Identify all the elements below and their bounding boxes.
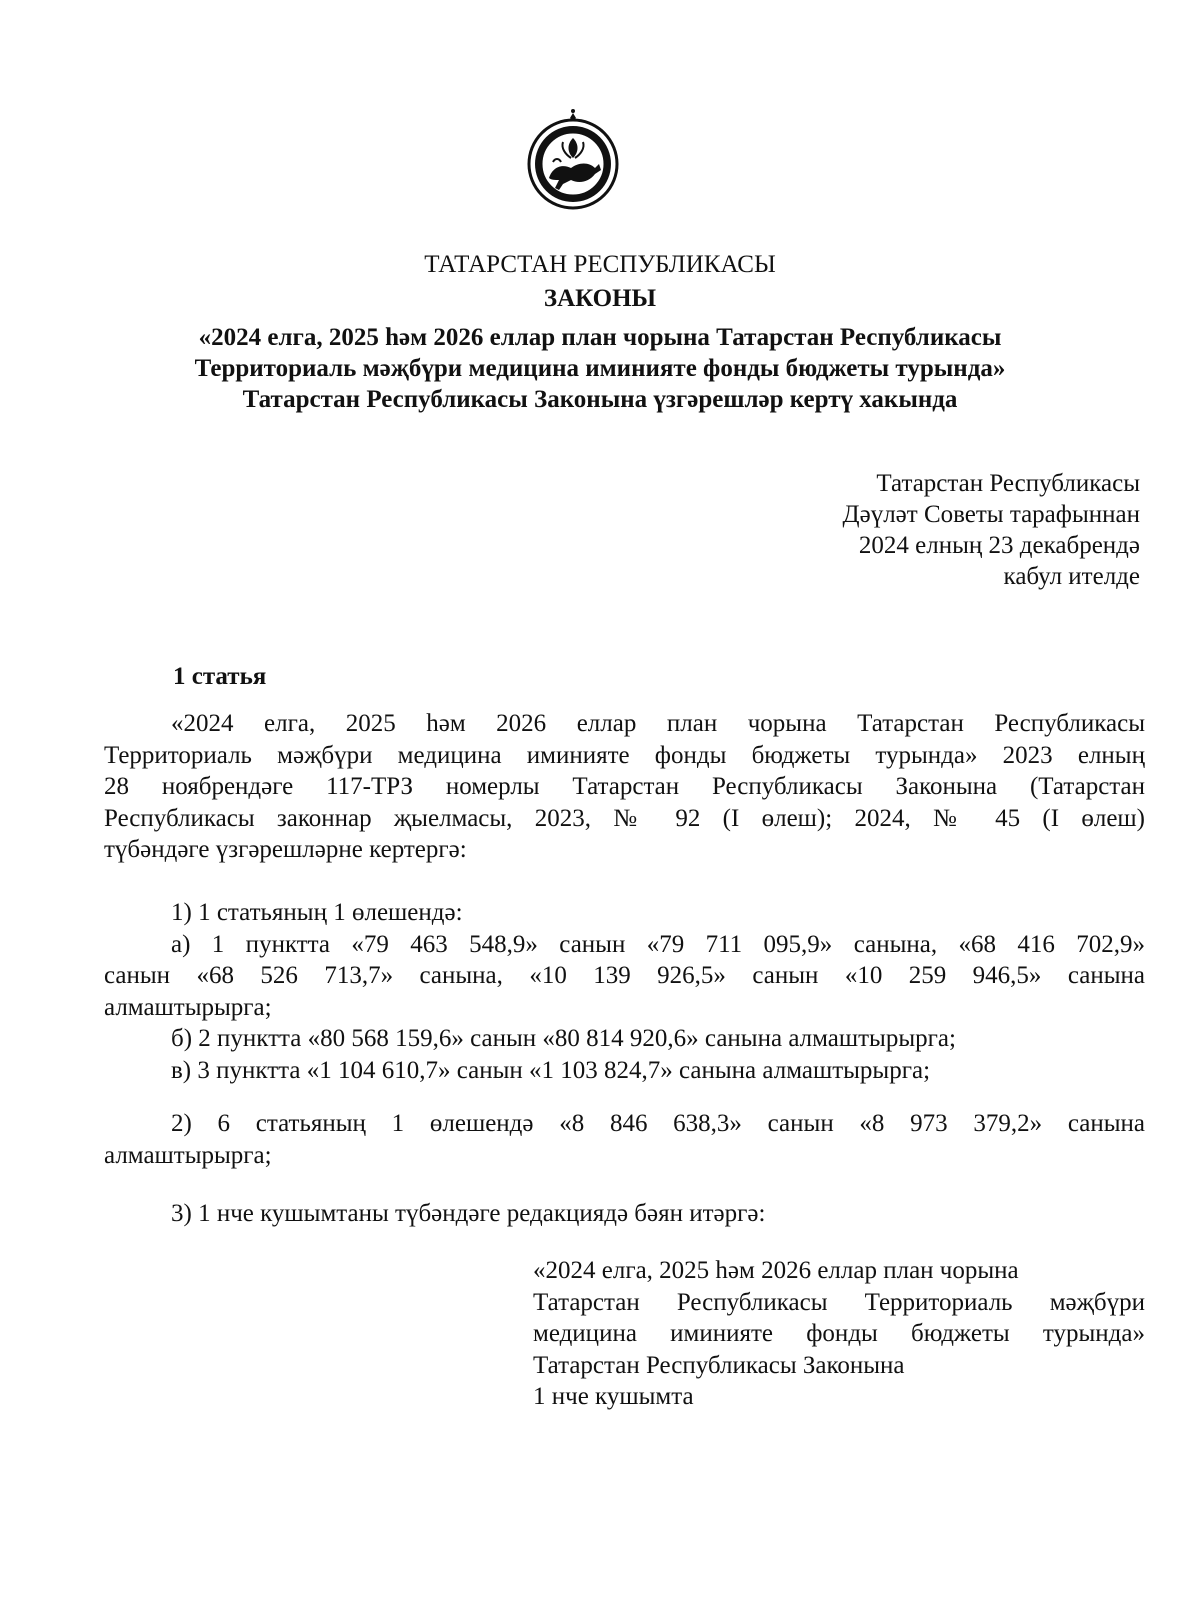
document-type: ЗАКОНЫ: [543, 285, 657, 312]
intro-line: Республикасы законнар җыелмасы, 2023, № 92 (I өлеш); 2024, № 45 (I өлеш): [104, 804, 1145, 832]
item-2: [104, 1108, 1145, 1171]
appendix-reference: [533, 1255, 1145, 1413]
law-title: [0, 322, 1200, 415]
intro-line: 28 ноябрендәге 117-ТРЗ номерлы Татарстан Республикасы Законына (Татарстан: [104, 773, 1145, 800]
law-title-line: Территориаль мәҗбүри медицина иминияте фонды бюджеты турында»: [194, 355, 1006, 382]
intro-line: түбәндәге үзгәрешләрне кертергә:: [104, 836, 467, 863]
adoption-note: [843, 468, 1140, 592]
law-title-line: «2024 елга, 2025 һәм 2026 еллар план чорына Татарстан Республикасы: [198, 324, 1002, 351]
intro-line: Территориаль мәҗбүри медицина иминияте фонды бюджеты турында» 2023 елның: [104, 741, 1145, 769]
item-2-line: 2) 6 статьяның 1 өлешендә «8 846 638,3» санын «8 973 379,2» санына: [171, 1110, 1145, 1137]
appendix-line: 1 нче кушымта: [533, 1383, 694, 1410]
item-1: [104, 897, 1145, 1086]
appendix-line: Татарстан Республикасы Законына: [533, 1351, 905, 1379]
item-1-head: 1) 1 статьяның 1 өлешендә:: [171, 899, 463, 926]
item-3: [104, 1198, 1145, 1230]
article-intro: [104, 708, 1145, 866]
republic-name: ТАТАРСТАН РЕСПУБЛИКАСЫ: [424, 251, 776, 278]
adoption-line: Дәүләт Советы тарафыннан: [842, 501, 1140, 528]
item-1a-line: санын «68 526 713,7» санына, «10 139 926,5» санын «10 259 946,5» санына: [104, 962, 1145, 989]
tatarstan-coat-of-arms-icon: [523, 108, 623, 214]
appendix-line: Татарстан Республикасы Территориаль мәҗбүри: [533, 1288, 1145, 1316]
intro-line: «2024 елга, 2025 һәм 2026 еллар план чорына Татарстан Республикасы: [171, 710, 1145, 737]
item-1c: в) 3 пунктта «1 104 610,7» санын «1 103 824,7» санына алмаштырырга;: [171, 1056, 931, 1084]
adoption-line: кабул ителде: [1003, 563, 1140, 590]
adoption-line: Татарстан Республикасы: [876, 470, 1140, 497]
appendix-line: медицина иминияте фонды бюджеты турында»: [533, 1320, 1145, 1347]
law-title-line: Татарстан Республикасы Законына үзгәрешләр кертү хакында: [242, 386, 958, 413]
item-1a-line: алмаштырырга;: [104, 993, 272, 1021]
item-1a-line: а) 1 пунктта «79 463 548,9» санын «79 711 095,9» санына, «68 416 702,9»: [171, 930, 1145, 958]
adoption-line: 2024 елның 23 декабрендә: [858, 532, 1140, 559]
article-heading: 1 статья: [173, 663, 267, 690]
item-2-line: алмаштырырга;: [104, 1141, 272, 1169]
appendix-line: «2024 елга, 2025 һәм 2026 еллар план чорына: [533, 1257, 1019, 1284]
item-1b: б) 2 пунктта «80 568 159,6» санын «80 814 920,6» санына алмаштырырга;: [171, 1025, 956, 1052]
item-3-line: 3) 1 нче кушымтаны түбәндәге редакциядә бәян итәргә:: [171, 1200, 766, 1227]
